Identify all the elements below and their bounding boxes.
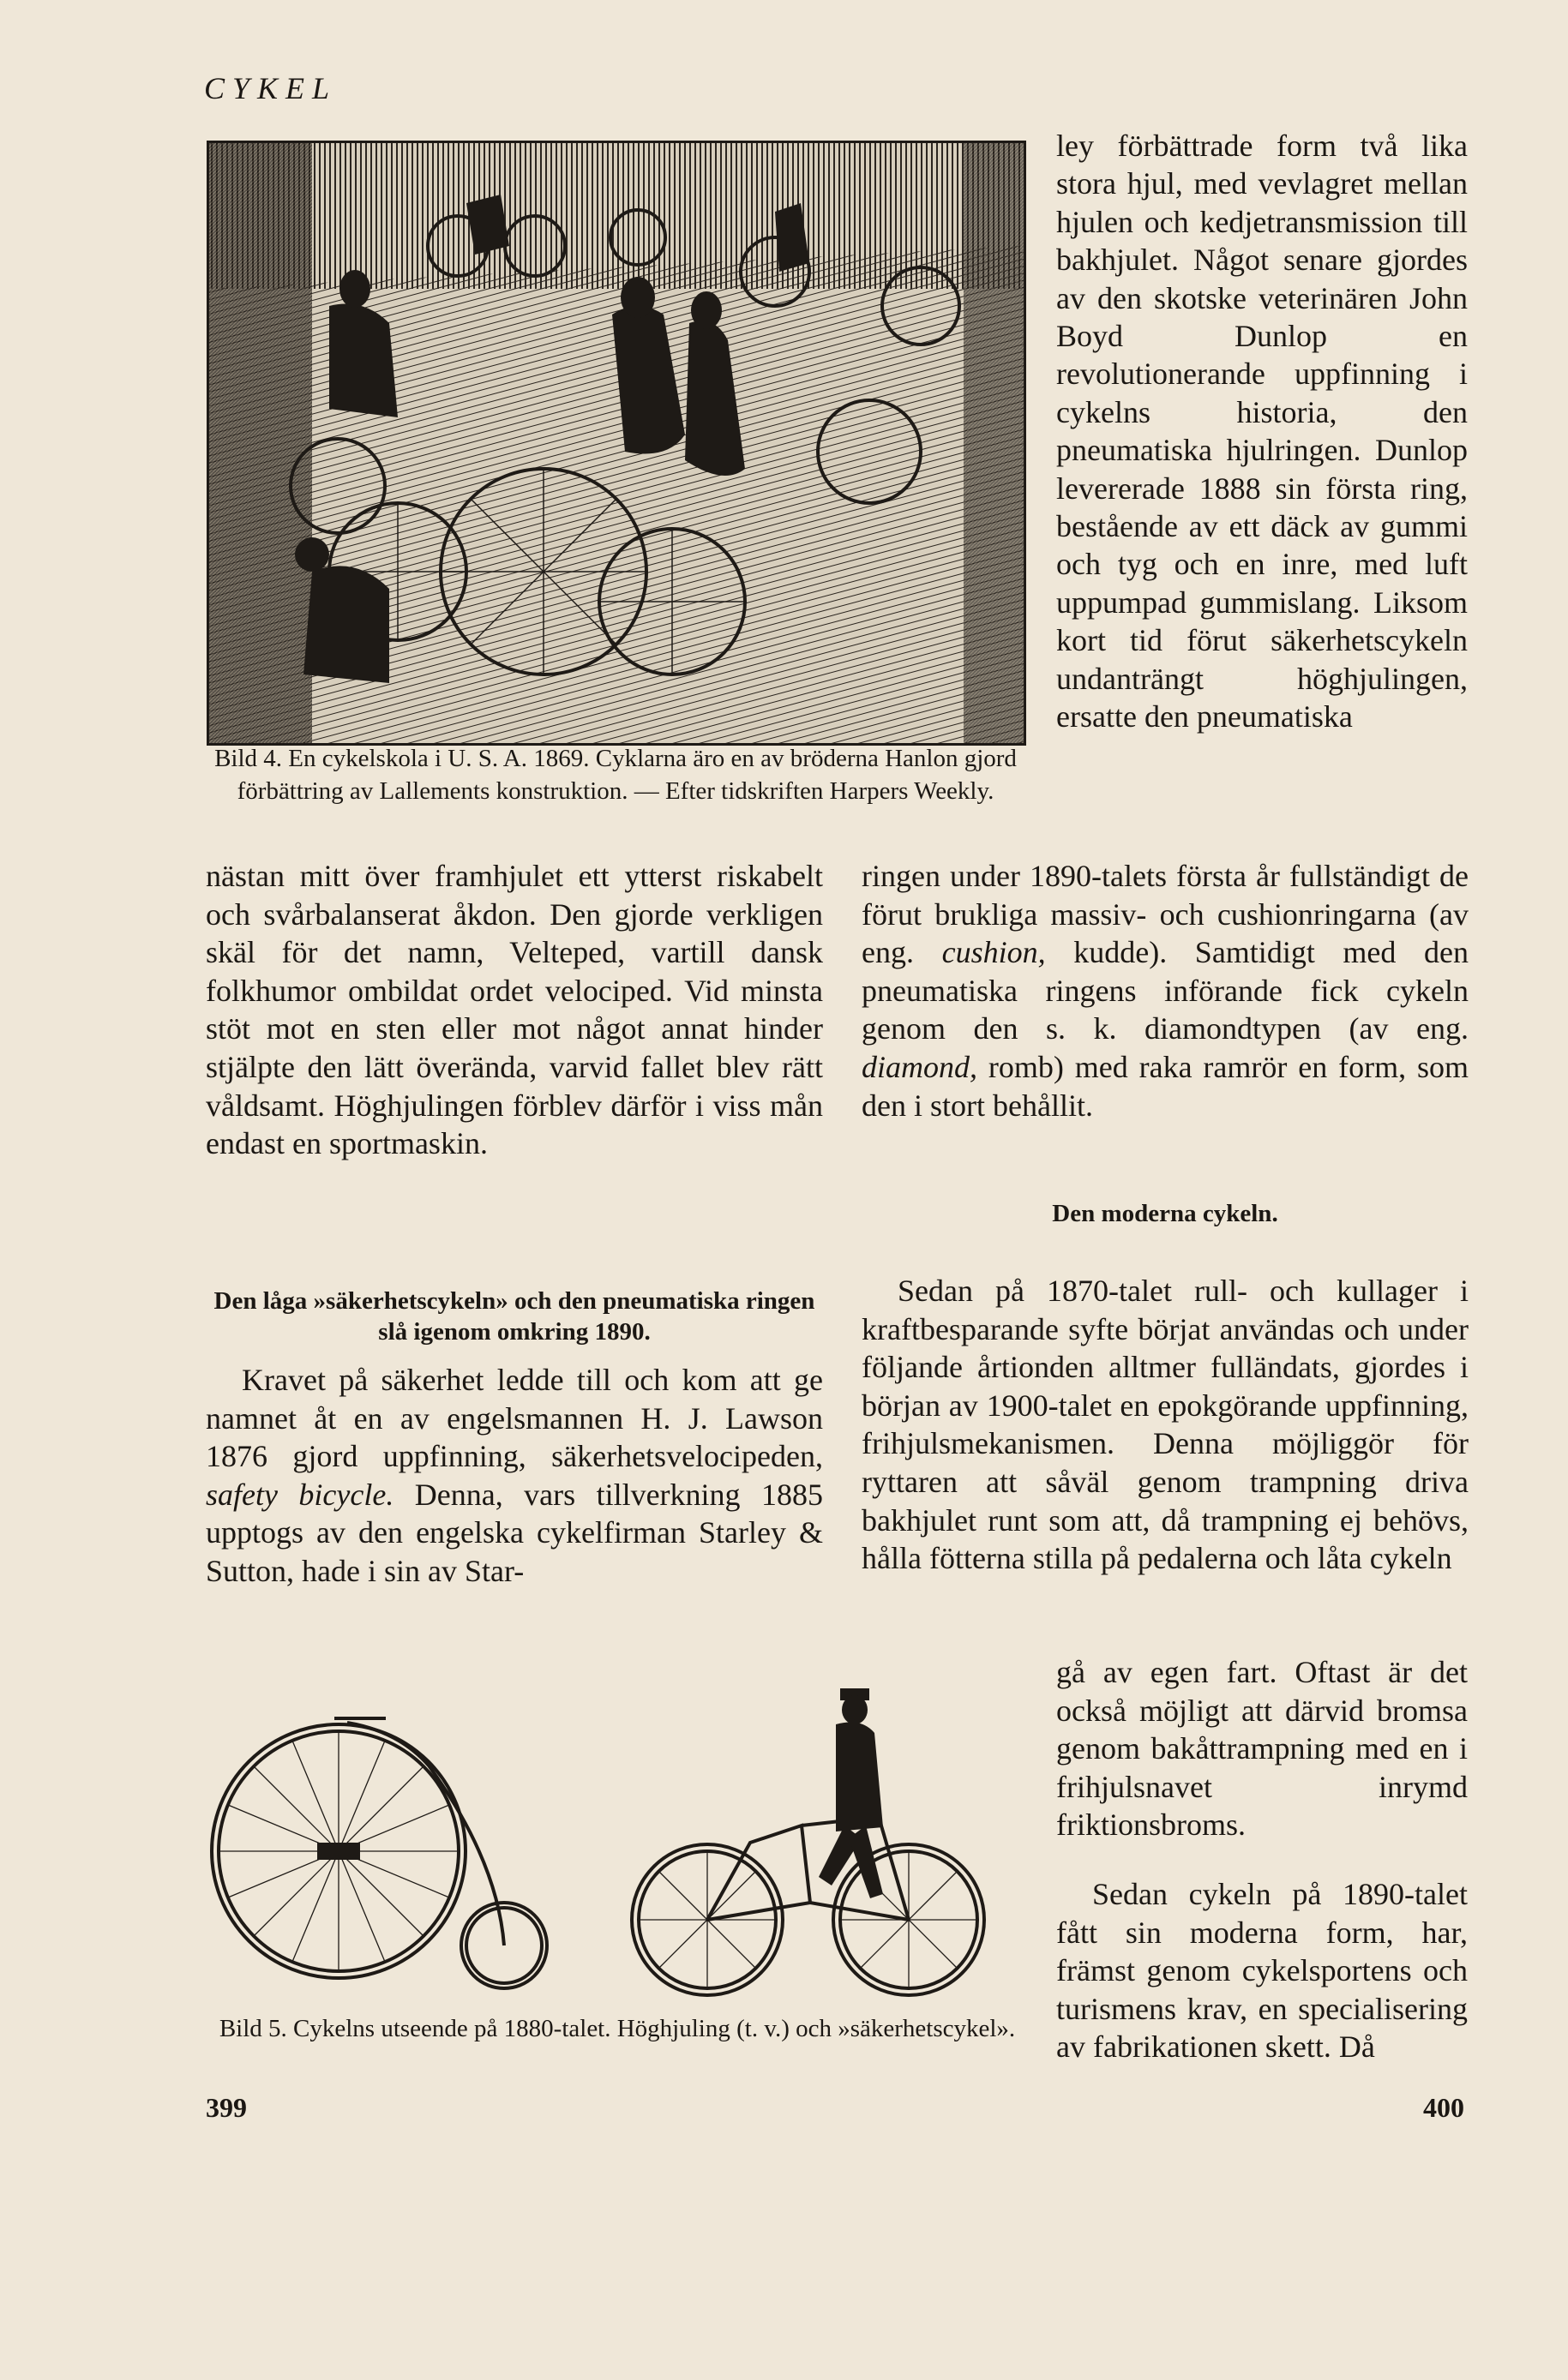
italic-term: diamond, [862, 1049, 977, 1084]
left-column-text-1 [206, 857, 823, 1163]
paragraph: gå av egen fart. Oftast är det också möjligt att därvid bromsa genom bakåttrampning med en i frihjulsnavet inrymd friktionsbroms. [1056, 1655, 1468, 1843]
right-column-bottom-text [1056, 1622, 1468, 2097]
italic-term: cushion, [941, 935, 1046, 970]
paragraph: Sedan cykeln på 1890-talet fått sin moderna form, har, främst genom cykelsportens och turismens krav, en specialisering av fabrikationen skett. Då [1056, 1876, 1468, 2065]
figure1-caption: Bild 4. En cykelskola i U. S. A. 1869. Cyklarna äro en av bröderna Hanlon gjord förbättring av Lallements konstruktion. — Efter tidskriften Harpers Weekly. [214, 745, 1017, 805]
right-column-top-text [1056, 127, 1468, 736]
figure-bicycle-school-engraving [207, 141, 1026, 746]
italic-term: safety bicycle. [206, 1477, 394, 1512]
section-heading-safety-bicycle: Den låga »säkerhetscykeln» och den pneumatiska ringen slå igenom omkring 1890. [213, 1287, 815, 1346]
page-number-right: 400 [1423, 2092, 1464, 2123]
figure2-caption: Bild 5. Cykelns utseende på 1880-talet. Höghjuling (t. v.) och »säkerhetscykel». [219, 2015, 1016, 2042]
paragraph: Sedan på 1870-talet rull- och kullager i kraftbesparande syfte börjat användas och under följande årtionden alltmer fulländats, gjordes i början av 1900-talet en epokgörande uppfinning, frihjulsmekanismen. Denna möjliggör för ryttaren att såväl genom trampning driva bakhjulet runt som att, då trampning ej behövs, hålla fötterna stilla på pedalerna och låta cykeln [862, 1274, 1469, 1576]
paragraph: ley förbättrade form två lika stora hjul, med vevlagret mellan hjulen och kedjetransmission till bakhjulet. Något senare gjordes av den skotske veterinären John Boyd Dunlop en revolutionerande uppfinning i cykelns historia, den pneumatiska hjulringen. Dunlop levererade 1888 sin första ring, bestående av ett däck av gummi och tyg och en inre, med luft uppumpad gummislang. Liksom kort tid förut säkerhetscykeln undanträngt höghjulingen, ersatte den pneumatiska [1056, 129, 1468, 734]
right-column-section-text [862, 1241, 1469, 1609]
paragraph: Kravet på säkerhet ledde till och kom att ge namnet åt en av engelsmannen H. J. Lawson 1876 gjord uppfinning, säkerhetsvelocipeden, safety bicycle. Denna, vars tillverkning 1885 upptogs av den engelska cykelfirman Starley & Sutton, hade i sin av Star- [206, 1363, 823, 1588]
page-number-left: 399 [206, 2092, 247, 2123]
right-column-text-continuation [862, 857, 1469, 1124]
paragraph: ringen under 1890-talets första år fullständigt de förut brukliga massiv- och cushionringarna (av eng. cushion, kudde). Samtidigt med den pneumatiska ringens införande fick cykeln genom den s. k. diamondtypen (av eng. diamond, romb) med raka ramrör en form, som den i stort behållit. [862, 859, 1469, 1123]
section-heading-modern-bicycle: Den moderna cykeln. [1052, 1200, 1278, 1227]
paragraph: nästan mitt över framhjulet ett ytterst riskabelt och svårbalanserat åkdon. Den gjorde verkligen skäl för det namn, Velteped, vartill dansk folkhumor ombildat ordet velociped. Vid minsta stöt mot en sten eller mot något annat hinder stjälpte den lätt överända, varvid fallet blev rätt våldsamt. Höghjulingen förblev därför i viss mån endast en sportmaskin. [206, 859, 823, 1161]
figure-highwheel-and-safety-bicycle [206, 1671, 1012, 1997]
left-column-text-2 [206, 1361, 823, 1591]
running-header: CYKEL [204, 71, 338, 105]
